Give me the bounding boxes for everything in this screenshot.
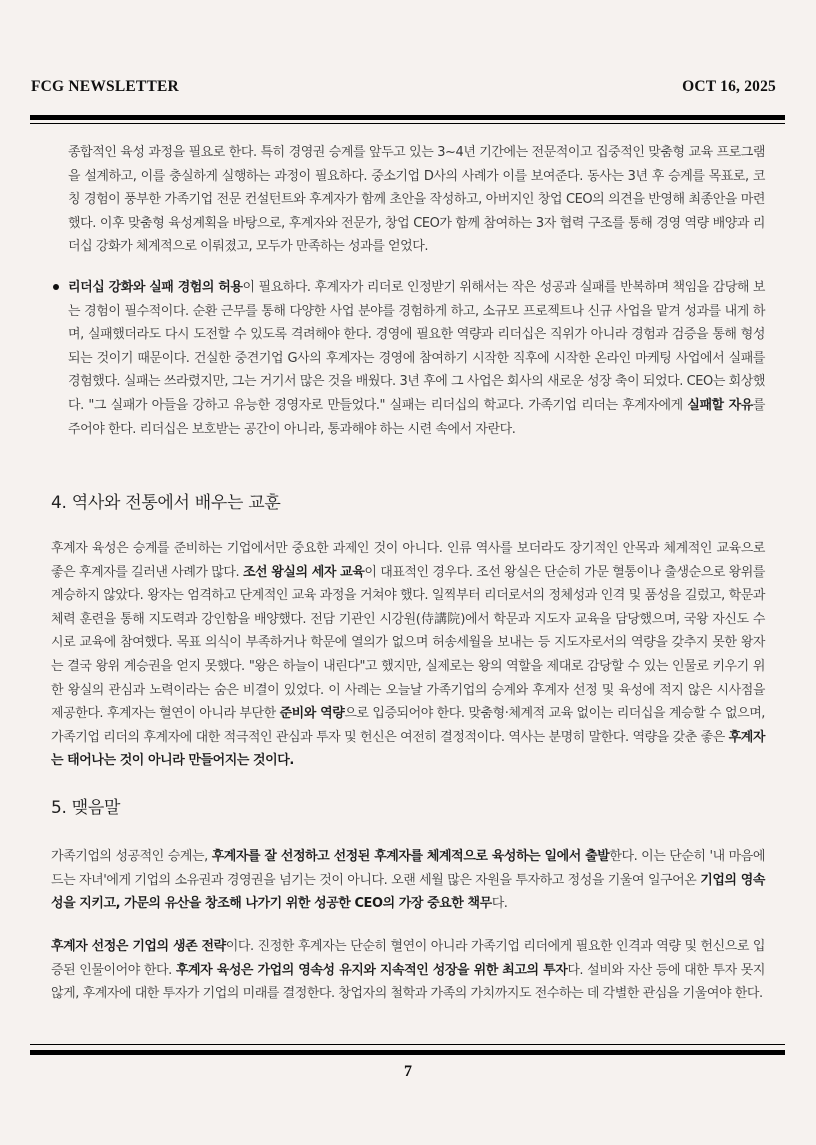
- paragraph-continued: 종합적인 육성 과정을 필요로 한다. 특히 경영권 승계를 앞두고 있는 3~4년 기간에는 전문적이고 집중적인 맞춤형 교육 프로그램을 설계하고, 이를 충실하게 실행하는 과정이 필요하다. 중소기업 D사의 사례가 이를 보여준다. 동사는 3년 후 승계를 목표로, 코칭 경험이 풍부한 가족기업 전문 컨설턴트와 후계자가 함께 초안을 작성하고, 아버지인 창업 CEO의 의견을 반영해 최종안을 마련했다. 이후 맞춤형 육성계획을 바탕으로, 후계자와 전문가, 창업 CEO가 함께 참여하는 3자 협력 구조를 통해 경영 역량 배양과 리더십 강화가 체계적으로 이뤄졌고, 모두가 만족하는 성과를 얻었다.: [68, 145, 765, 255]
- section-5-heading: 5. 맺음말: [51, 798, 121, 818]
- bold-text: 기업의 영속성을 지키고, 가문의 유산을 창조해 나가기 위한 성공한 CEO의 가장 중요한 책무: [51, 872, 765, 912]
- section-4-paragraph: [51, 537, 765, 773]
- text: 이다. 진정한 후계자는 단순히 혈연이 아니라 가족기업 리더에게 필요한 인격과 역량 및 헌신으로 입증된 인물이어야 한다.: [51, 939, 765, 978]
- text: 를 주어야 한다. 리더십은 보호받는 공간이 아니라, 통과해야 하는 시련 속에서 자란다.: [68, 397, 765, 437]
- bold-text: 후계자 육성은 가업의 영속성 유지와 지속적인 성장을 위한 최고의 투자: [175, 962, 568, 978]
- conclusion-paragraph-2: [51, 935, 765, 1006]
- bold-text: 후계자 선정은 기업의 생존 전략: [51, 939, 226, 954]
- footer-thin-rule: [30, 1044, 785, 1045]
- section-4-heading: 4. 역사와 전통에서 배우는 교훈: [51, 493, 281, 513]
- text: 으로 입증되어야 한다. 맞춤형·체계적 교육 없이는 리더십을 계승할 수 없으며, 가족기업 리더의 후계자에 대한 적극적인 관심과 투자 및 헌신은 여전히 결정적이다. 역사는 분명히 말한다. 역량을 갖춘 좋은: [51, 706, 765, 745]
- bold-text: 후계자는 태어나는 것이 아니라 만들어지는 것이다.: [51, 729, 765, 769]
- header-thin-rule: [30, 123, 785, 124]
- page-number: 7: [404, 1063, 412, 1080]
- text: 다.: [491, 896, 508, 912]
- conclusion-paragraph-1: [51, 845, 765, 916]
- text: 이 대표적인 경우다. 조선 왕실은 단순히 가문 혈통이나 출생순으로 왕위를 계승하지 않았다. 왕자는 엄격하고 단계적인 교육 과정을 거쳐야 했다. 일찍부터 리더로서의 정체성과 인격 및 품성을 길렀고, 학문과 체력 훈련을 통해 지도력과 강인함을 배양했다. 전담 기관인 시강원(侍講院)에서 학문과 지도자 교육을 담당했으며, 국왕 자신도 수시로 교육에 참여했다. 목표 의식이 부족하거나 학문에 열의가 없으며 허송세월을 보내는 등 지도자로서의 역량을 갖추지 못한 왕자는 결국 왕위 계승권을 얻지 못했다. "왕은 하늘이 내린다"고 했지만, 실제로는 왕의 역할을 제대로 감당할 수 있는 인물로 키우기 위한 왕실의 관심과 노력이라는 숨은 비결이 있었다. 이 사례는 오늘날 가족기업의 승계와 후계자 선정 및 육성에 적지 않은 시사점을 제공한다. 후계자는 혈연이 아니라 부단한: [51, 564, 765, 722]
- bold-text: 조선 왕실의 세자 교육: [242, 564, 365, 580]
- text: 후계자 육성은 승계를 준비하는 기업에서만 중요한 과제인 것이 아니다. 인류 역사를 보더라도 장기적인 안목과 체계적인 교육으로 좋은 후계자를 길러낸 사례가 많다.: [51, 541, 765, 580]
- text: 다. 설비와 자산 등에 대한 투자 못지않게, 후계자에 대한 투자가 기업의 미래를 결정한다. 창업자의 철학과 가족의 가치까지도 전수하는 데 각별한 관심을 기울여야 한다.: [51, 962, 765, 1002]
- text: 한다. 이는 단순히 '내 마음에 드는 자녀'에게 기업의 소유권과 경영권을 넘기는 것이 아니다. 오랜 세월 많은 자원을 투자하고 정성을 기울여 일구어온: [51, 849, 765, 888]
- bold-text: 준비와 역량: [279, 706, 345, 722]
- issue-date: OCT 16, 2025: [682, 78, 776, 95]
- bold-text: 리더십 강화와 실패 경험의 허용: [68, 280, 243, 295]
- footer-thick-rule: [30, 1050, 785, 1055]
- bold-text: 후계자를 잘 선정하고 선정된 후계자를 체계적으로 육성하는 일에서 출발: [211, 849, 610, 864]
- text: 이 필요하다. 후계자가 리더로 인정받기 위해서는 작은 성공과 실패를 반복하며 책임을 감당해 보는 경험이 필수적이다. 순환 근무를 통해 다양한 사업 분야를 경험하게 하고, 소규모 프로젝트나 신규 사업을 맡겨 성과를 내게 하며, 실패했더라도 다시 도전할 수 있도록 격려해야 한다. 경영에 필요한 역량과 리더십은 직위가 아니라 경험과 검증을 통해 형성되는 것이기 때문이다. 건실한 중견기업 G사의 후계자는 경영에 참여하기 시작한 직후에 시작한 온라인 마케팅 사업에서 실패를 경험했다. 실패는 쓰라렸지만, 그는 거기서 많은 것을 배웠다. 3년 후에 그 사업은 회사의 새로운 성장 축이 되었다. CEO는 회상했다. "그 실패가 아들을 강하고 유능한 경영자로 만들었다." 실패는 리더십의 학교다. 가족기업 리더는 후계자에게: [68, 280, 765, 413]
- bold-text: 실패할 자유: [687, 397, 753, 413]
- newsletter-title: FCG NEWSLETTER: [31, 78, 179, 95]
- bullet-dot: [53, 284, 59, 290]
- header-thick-rule: [30, 115, 785, 120]
- bullet-paragraph: [68, 276, 765, 441]
- text: 가족기업의 성공적인 승계는,: [51, 849, 212, 864]
